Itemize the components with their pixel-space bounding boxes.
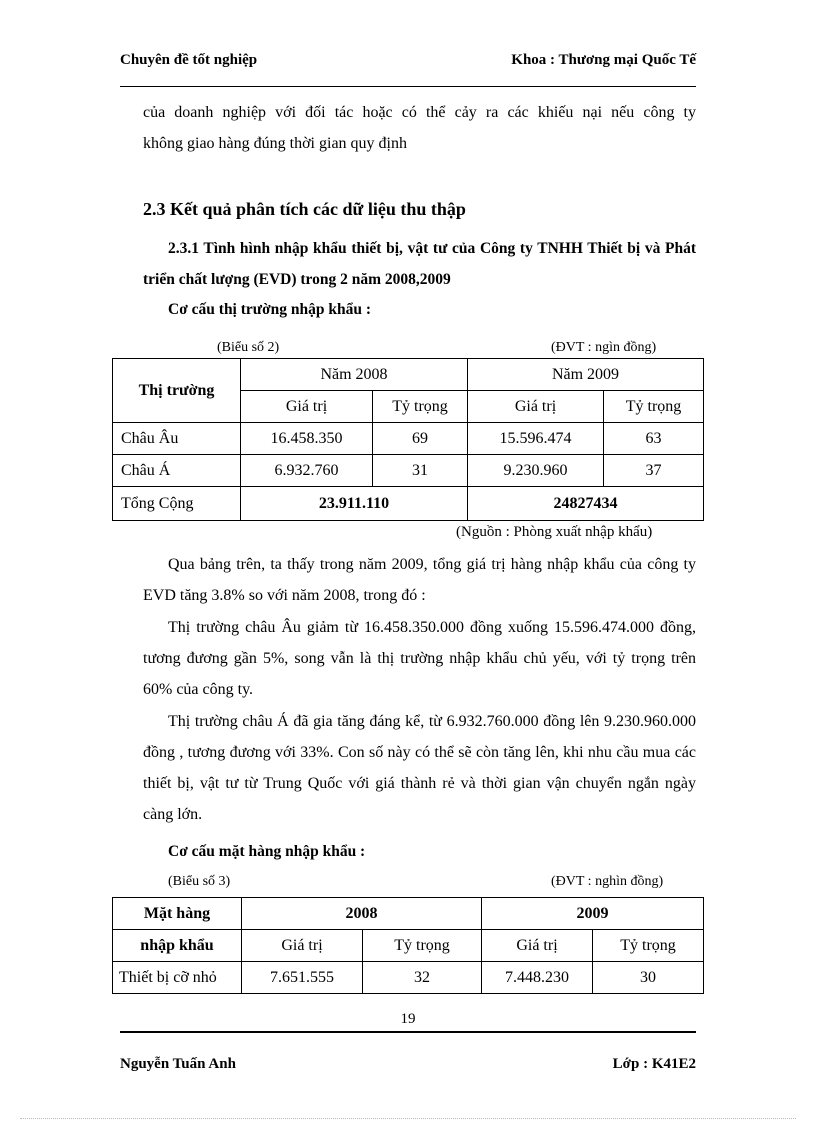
row-share-2008: 31	[373, 455, 468, 487]
table-row	[113, 962, 704, 994]
row-market: Châu Á	[113, 455, 241, 487]
header-divider	[120, 86, 696, 87]
goods-structure-heading: Cơ cấu mặt hàng nhập khẩu :	[168, 843, 366, 860]
row-share-2009: 30	[593, 962, 704, 994]
header-year-2009: Năm 2009	[468, 359, 704, 391]
header-value-2008: Giá trị	[241, 391, 373, 423]
row-value-2008: 6.932.760	[241, 455, 373, 487]
table2-caption-right: (ĐVT : nghìn đồng)	[551, 874, 664, 889]
header-right: Khoa : Thương mại Quốc Tế	[511, 52, 696, 68]
row-value-2009: 9.230.960	[468, 455, 604, 487]
header-share-2008: Tỷ trọng	[363, 930, 482, 962]
header-goods-1: Mặt hàng	[113, 898, 242, 930]
header-market: Thị trường	[113, 359, 241, 423]
analysis-paragraph-2: Thị trường châu Âu giảm từ 16.458.350.000 đồng xuống 15.596.474.000 đồng, tương đương gần 5%, song vẫn là thị trường nhập khẩu chủ yếu, với tỷ trọng trên 60% của công ty.	[143, 619, 696, 698]
subsection-heading: 2.3.1 Tình hình nhập khẩu thiết bị, vật tư của Công ty TNHH Thiết bị và Phát triển chất lượng (EVD) trong 2 năm 2008,2009	[143, 240, 696, 288]
footer-class: Lớp : K41E2	[612, 1056, 696, 1072]
header-share-2009: Tỷ trọng	[593, 930, 704, 962]
intro-paragraph	[143, 97, 696, 159]
footer-divider	[120, 1031, 696, 1033]
row-value-2008: 16.458.350	[241, 423, 373, 455]
row-goods: Thiết bị cỡ nhỏ	[113, 962, 242, 994]
row-share-2009: 63	[604, 423, 704, 455]
total-label: Tổng Cộng	[113, 487, 241, 521]
header-value-2009: Giá trị	[468, 391, 604, 423]
header-year-2008: 2008	[242, 898, 482, 930]
header-value-2009: Giá trị	[482, 930, 593, 962]
market-structure-heading: Cơ cấu thị trường nhập khẩu :	[168, 301, 372, 318]
table-row	[113, 455, 704, 487]
table1-caption-left: (Biểu số 2)	[217, 340, 280, 355]
row-share-2008: 32	[363, 962, 482, 994]
header-value-2008: Giá trị	[242, 930, 363, 962]
row-market: Châu Âu	[113, 423, 241, 455]
header-year-2009: 2009	[482, 898, 704, 930]
total-2008: 23.911.110	[241, 487, 468, 521]
table-row	[113, 423, 704, 455]
intro-line-2: không giao hàng đúng thời gian quy định	[143, 135, 407, 152]
market-table	[112, 358, 704, 521]
section-title: 2.3 Kết quả phân tích các dữ liệu thu thập	[143, 199, 466, 219]
header-share-2008: Tỷ trọng	[373, 391, 468, 423]
row-value-2009: 7.448.230	[482, 962, 593, 994]
header-goods-2: nhập khẩu	[113, 930, 242, 962]
header-share-2009: Tỷ trọng	[604, 391, 704, 423]
table2-caption-left: (Biểu số 3)	[168, 874, 231, 889]
table1-caption-right: (ĐVT : ngìn đồng)	[551, 340, 657, 355]
row-share-2008: 69	[373, 423, 468, 455]
row-value-2008: 7.651.555	[242, 962, 363, 994]
goods-table	[112, 897, 704, 994]
page-edge-divider	[20, 1118, 796, 1119]
header-left: Chuyên đề tốt nghiệp	[120, 52, 258, 68]
intro-line-1: của doanh nghiệp với đối tác hoặc có thể cảy ra các khiếu nại nếu công ty	[143, 104, 696, 121]
table-total-row	[113, 487, 704, 521]
analysis-paragraph-3: Thị trường châu Á đã gia tăng đáng kể, từ 6.932.760.000 đồng lên 9.230.960.000 đồng , tương đương với 33%. Con số này có thể sẽ còn tăng lên, khi nhu cầu mua các thiết bị, vật tư từ Trung Quốc với giá thành rẻ và thời gian vận chuyển ngắn ngày càng lớn.	[143, 713, 696, 823]
header-year-2008: Năm 2008	[241, 359, 468, 391]
total-2009: 24827434	[468, 487, 704, 521]
analysis-paragraph-1: Qua bảng trên, ta thấy trong năm 2009, tổng giá trị hàng nhập khẩu của công ty EVD tăng 3.8% so với năm 2008, trong đó :	[143, 556, 696, 604]
row-share-2009: 37	[604, 455, 704, 487]
table1-source: (Nguồn : Phòng xuất nhập khẩu)	[456, 524, 653, 540]
footer-author: Nguyễn Tuấn Anh	[120, 1056, 236, 1072]
row-value-2009: 15.596.474	[468, 423, 604, 455]
page-number: 19	[400, 1011, 416, 1027]
